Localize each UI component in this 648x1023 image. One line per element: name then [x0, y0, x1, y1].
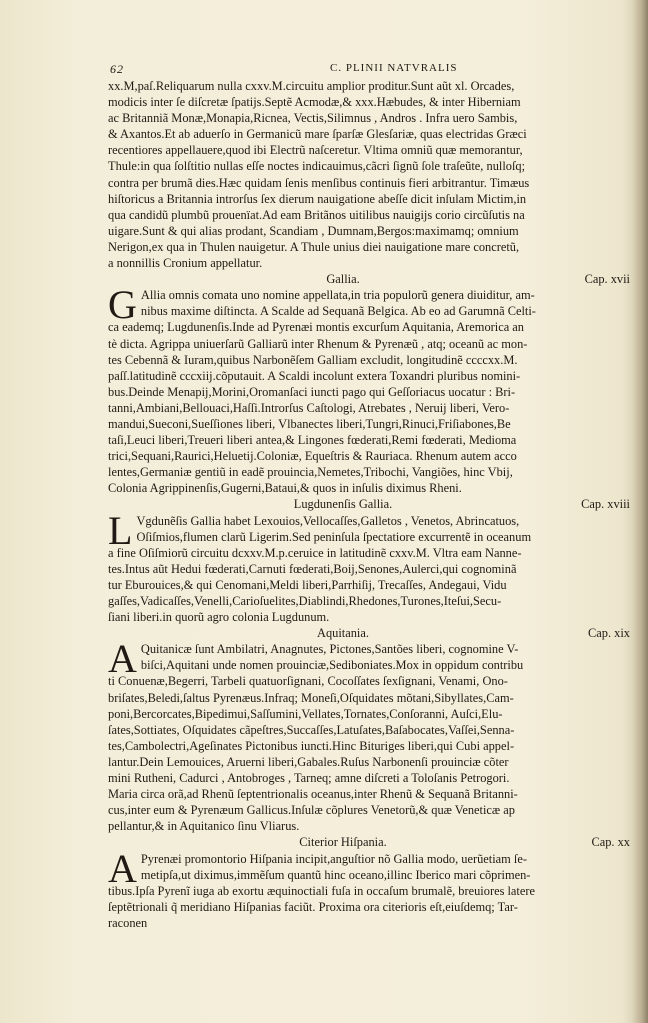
chapter-number: Cap. xvii	[584, 272, 630, 287]
text-line: raconen	[108, 915, 148, 930]
text-line: Oſiſmios,flumen clarũ Ligerim.Sed peninſula ſpectatiore excurrentẽ in oceanum	[136, 529, 532, 544]
text-line: Pyrenæi promontorio Hiſpania incipit,anguſtior nõ Gallia modo, uerũetiam ſe-	[140, 851, 527, 866]
text-line: ca eademq; Lugdunenſis.Inde ad Pyrenæi montis excurſum Aquitania, Aremorica an	[108, 320, 525, 335]
text-line: lantur.Dein Lemouices, Aruerni liberi,Gabales.Ruſus Narbonenſi prouinciæ cõter	[108, 754, 509, 769]
running-title: C. PLINII NATVRALIS	[330, 62, 458, 74]
text-line: & Axantos.Et ab aduerſo in Germanicũ mare ſparſæ Glesſariæ, quas electridas Græci	[108, 127, 527, 142]
section-paragraph	[108, 282, 630, 496]
section-heading	[108, 496, 630, 512]
drop-capital: A	[108, 636, 137, 682]
section-title: Citerior Hiſpania.	[299, 835, 387, 850]
text-line: recentiores appellauere,quod ibi Electrũ naſceretur. Vltima omniũ quæ memorantur,	[108, 143, 523, 158]
text-line: metipſa,ut diximus,immẽſum quantũ hinc oceano,illinc Iberico mari cõprimen-	[140, 867, 531, 882]
chapter-number: Cap. xx	[591, 835, 630, 850]
text-line: Colonia Agrippinenſis,Gugerni,Bataui,& quos in inſulis diximus Rheni.	[108, 481, 462, 496]
text-line: mandui,Sueconi,Sueſſiones liberi, Vlbanectes liberi,Tungri,Rinuci,Friſiabones,Be	[108, 416, 511, 431]
section-title: Aquitania.	[317, 626, 369, 641]
chapter-number: Cap. xviii	[581, 497, 630, 512]
text-line: Maria circa orã,ad Rhenũ ſeptentrionalis oceanus,inter Rhenũ & Sequanã Britanni-	[108, 787, 518, 802]
text-line: briſates,Beledi,ſaltus Pyrenæus.Infraq; Moneſi,Oſquidates mõtani,Sibyllates,Cam-	[108, 690, 514, 705]
drop-capital: L	[108, 507, 133, 553]
drop-capital: G	[108, 282, 137, 328]
text-line: mini Rutheni, Cadurci , Antobroges , Tarneq; amne diſcreti a Toloſanis Petrogori.	[108, 771, 510, 786]
page-gutter-shadow	[632, 0, 648, 1023]
text-line: tè dicta. Agrippa uniuerſarũ Galliarũ inter Rhenum & Pyrenæũ , atq; oceanũ ac mon-	[108, 336, 528, 351]
text-line: paſſ.latitudinẽ cccxiij.cõputauit. A Scaldi incolunt extera Toxandri pluribus nomini-	[108, 368, 521, 383]
drop-capital: A	[108, 845, 137, 891]
section-title: Gallia.	[326, 272, 360, 287]
section-paragraph	[108, 845, 630, 931]
text-line: poni,Bercorcates,Bipedimui,Saſſumini,Vellates,Tornates,Conſoranni, Auſci,Elu-	[108, 706, 503, 721]
text-line: nibus maxime diſtincta. A Scalde ad Sequanã Belgica. Ab eo ad Garumnã Celti-	[140, 304, 536, 319]
text-line: a nonnillis Cronium appellatur.	[108, 256, 263, 271]
text-line: bus.Deinde Menapij,Morini,Oromanſaci iuncti pago qui Geſſoriacus uocatur : Bri-	[108, 384, 516, 399]
text-line: tes,Cambolectri,Ageſinates Pictonibus iuncti.Hinc Bituriges liberi,qui Cubi appel-	[108, 738, 515, 753]
text-line: ti Conuenæ,Begerri, Tarbeli quatuorſignani, Cocoſſates ſexſignani, Venami, Ono-	[108, 674, 508, 689]
chapter-number: Cap. xix	[588, 626, 630, 641]
section-title: Lugdunenſis Gallia.	[293, 497, 393, 512]
text-line: qua candidũ plumbũ prouenïat.Ad eam Britãnos uitilibus nauigijs corio circũſutis na	[108, 207, 525, 222]
text-line: tes Cebennã & Iuram,quibus Narbonẽſem Galliam excludit, longitudinẽ ccccxx.M.	[108, 352, 518, 367]
page-number: 62	[110, 62, 124, 76]
body-text	[108, 78, 630, 931]
text-line: ac Britanniã Monæ,Monapia,Ricnea, Vectis,Silimnus , Andros . Infra uero Sambis,	[108, 111, 518, 126]
text-line: a fine Oſiſmiorũ circuitu dcxxv.M.p.ceruice in latitudinẽ cxxv.M. Vltra eam Nanne-	[108, 545, 522, 560]
text-line: Allia omnis comata uno nomine appellata,in tria populorũ genera diuiditur, am-	[140, 288, 535, 303]
text-line: Nerigon,ex qua in Thulen nauigetur. A Thule unius diei nauigatione mare concretũ,	[108, 239, 520, 254]
text-line: lentes,Germaniæ gentiũ in eadẽ prouincia,Nemetes,Tribochi, Vangiões, hinc Vbij,	[108, 465, 513, 480]
text-line: tanni,Ambiani,Bellouaci,Haſſi.Introrſus Caſtologi, Atrebates , Neruij liberi, Vero-	[108, 400, 510, 415]
text-line: contra per brumã dies.Hæc quidam ſenis menſibus continuis fieri arbitrantur. Timæus	[108, 175, 530, 190]
text-line: taſi,Leuci liberi,Treueri liberi antea,& Lingones fœderati,Remi fœderati, Medioma	[108, 433, 517, 448]
text-line: ſates,Sottiates, Oſquidates cãpeſtres,Succaſſes,Latuſates,Baſabocates,Vaſſei,Senna-	[108, 722, 515, 737]
text-line: Quitanicæ ſunt Ambilatri, Anagnutes, Pictones,Santões liberi, cognomine V-	[140, 642, 519, 657]
text-line: tibus.Ipſa Pyrenĩ iuga ab exortu æquinoctiali fuſa in occaſum brumalẽ, breuiores latere	[108, 883, 535, 898]
text-line: tes.Intus aũt Hedui fœderati,Carnuti fœderati,Boij,Senones,Aulerci,qui cognominã	[108, 561, 517, 576]
section-paragraph	[108, 507, 630, 626]
text-block	[108, 78, 630, 271]
section-heading	[108, 625, 630, 641]
text-line: biſci,Aquitani unde nomen prouinciæ,Sediboniates.Mox in oppidum contribu	[140, 658, 524, 673]
text-line: modicis inter ſe diſcretæ ſpatijs.Septẽ Acmodæ,& xxx.Hæbudes, & inter Hiberniam	[108, 95, 521, 110]
section-paragraph	[108, 636, 630, 834]
page-header	[110, 62, 630, 78]
text-line: gaſſes,Vadicaſſes,Venelli,Carioſuelites,Diablindi,Rhedones,Turones,Iteſui,Secu-	[108, 594, 502, 608]
text-line: tur Eburouices,& qui Cenomani,Meldi liberi,Parrhiſij, Trecaſſes, Andegaui, Vidu	[108, 577, 507, 592]
text-line: Thule:in qua ſolſtitio nullas eſſe noctes indicauimus,cãcri ſignũ ſole traſeũte, nulloſq;	[108, 159, 526, 174]
section-heading	[108, 271, 630, 287]
text-line: uigare.Sunt & qui alias prodant, Scandiam , Dumnam,Bergos:maximamq; omnium	[108, 223, 519, 238]
section-heading	[108, 834, 630, 850]
text-line: ſeptẽtrionali q̃ meridiano Hiſpanias faciũt. Proxima ora citerioris eſt,eiuſdemq; Tar-	[108, 899, 518, 914]
text-line: xx.M,paſ.Reliquarum nulla cxxv.M.circuitu amplior proditur.Sunt aũt xl. Orcades,	[108, 79, 515, 93]
text-line: trici,Sequani,Raurici,Heluetij.Coloniæ, Equeſtris & Rauriaca. Rhenum autem acco	[108, 449, 517, 464]
text-line: ſiani liberi.in quorũ agro colonia Lugdunum.	[108, 610, 330, 625]
text-line: hiſtoricus a Britannia introrſus ſex dierum nauigatione abeſſe dicit inſulam Mictim,in	[108, 191, 527, 206]
text-line: Vgdunẽſis Gallia habet Lexouios,Vellocaſſes,Galletos , Venetos, Abrincatuos,	[136, 513, 520, 528]
text-line: pellantur,& in Aquitanico ſinu Vliarus.	[108, 819, 300, 834]
text-line: cus,inter eum & Pyrenæum Gallicus.Inſulæ cõplures Venetorũ,& quæ Veneticæ ap	[108, 803, 515, 818]
